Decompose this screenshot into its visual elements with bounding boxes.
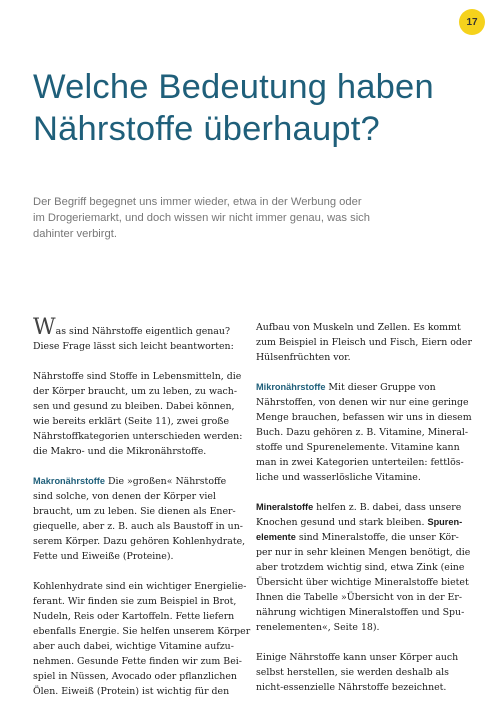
keyword-spurenelemente-cont: elemente: [256, 532, 296, 542]
left-column: [33, 315, 251, 699]
intro-paragraph: [33, 194, 483, 242]
right-column: [256, 320, 478, 695]
paragraph-makronaehrstoffe: Makronährstoffe Die »großen« Nährstoffe sind solche, von denen der Körper viel braucht, um zu leben. Sie dienen als Ener- giequelle, aber z. B. auch als Baustoff in un- serem Körper. Dazu gehören Kohlenhydrate, Fette und Eiweiße (Proteine).: [33, 476, 246, 562]
page-number-badge: 17: [459, 9, 485, 35]
keyword-spurenelemente: Spuren-: [427, 517, 463, 527]
title-line: Welche Bedeutung haben: [33, 68, 434, 106]
keyword-makronaehrstoffe: Makronährstoffe: [33, 476, 105, 486]
paragraph-kohlenhydrate: Kohlenhydrate sind ein wichtiger Energielie- ferant. Wir finden sie zum Beispiel in Brot, Nudeln, Reis oder Kartoffeln. Fette liefern ebenfalls Energie. Sie helfen unserem Körper aber auch dabei, wichtige Vitamine aufzu- nehmen. Gesunde Fette finden wir zum Bei- spiel in Nüssen, Avocado oder pflanzlichen Ölen. Eiweiß (Protein) ist wichtig für den: [33, 581, 251, 697]
drop-cap: W: [33, 315, 56, 340]
keyword-mikronaehrstoffe: Mikronährstoffe: [256, 382, 326, 392]
intro-line: dahinter verbirgt.: [33, 228, 117, 240]
page-title: [33, 66, 483, 150]
keyword-mineralstoffe: Mineralstoffe: [256, 502, 314, 512]
intro-line: Der Begriff begegnet uns immer wieder, etwa in der Werbung oder: [33, 196, 362, 208]
paragraph-question: Was sind Nährstoffe eigentlich genau? Diese Frage lässt sich leicht beantworten:: [33, 315, 234, 352]
paragraph-eiweiss: Aufbau von Muskeln und Zellen. Es kommt zum Beispiel in Fleisch und Fisch, Eiern oder Hülsenfrüchten vor.: [256, 322, 472, 363]
intro-line: im Drogeriemarkt, und doch wissen wir nicht immer genau, was sich: [33, 212, 370, 224]
paragraph-mineralstoffe: Mineralstoffe helfen z. B. dabei, dass unsere Knochen gesund und stark bleiben. Spuren- elemente sind Mineralstoffe, die unser Kör- per nur in sehr kleinen Mengen benötigt, die aber trotzdem wichtig sind, etwa Zink (eine Übersicht über wichtige Mineralstoffe bietet Ihnen die Tabelle »Übersicht von in der Er- nährung wichtigen Mineralstoffen und Spu- renelementen«, Seite 18).: [256, 502, 471, 633]
paragraph-definition: Nährstoffe sind Stoffe in Lebensmitteln, die der Körper braucht, um zu leben, zu wach- sen und gesund zu bleiben. Dabei können, wie bereits erklärt (Seite 11), zwei große Nährstoffkategorien unterschieden werden: die Makro- und die Mikronährstoffe.: [33, 371, 243, 457]
paragraph-mikronaehrstoffe: Mikronährstoffe Mit dieser Gruppe von Nährstoffen, von denen wir nur eine geringe Menge brauchen, befassen wir uns in diesem Buch. Dazu gehören z. B. Vitamine, Mineral- stoffe und Spurenelemente. Vitamine kann man in zwei Kategorien unterteilen: fettlös- liche und wasserlösliche Vitamine.: [256, 382, 472, 483]
paragraph-nicht-essenziell: Einige Nährstoffe kann unser Körper auch selbst herstellen, sie werden deshalb als nicht-essenzielle Nährstoffe bezeichnet.: [256, 652, 459, 693]
title-line: Nährstoffe überhaupt?: [33, 110, 380, 148]
